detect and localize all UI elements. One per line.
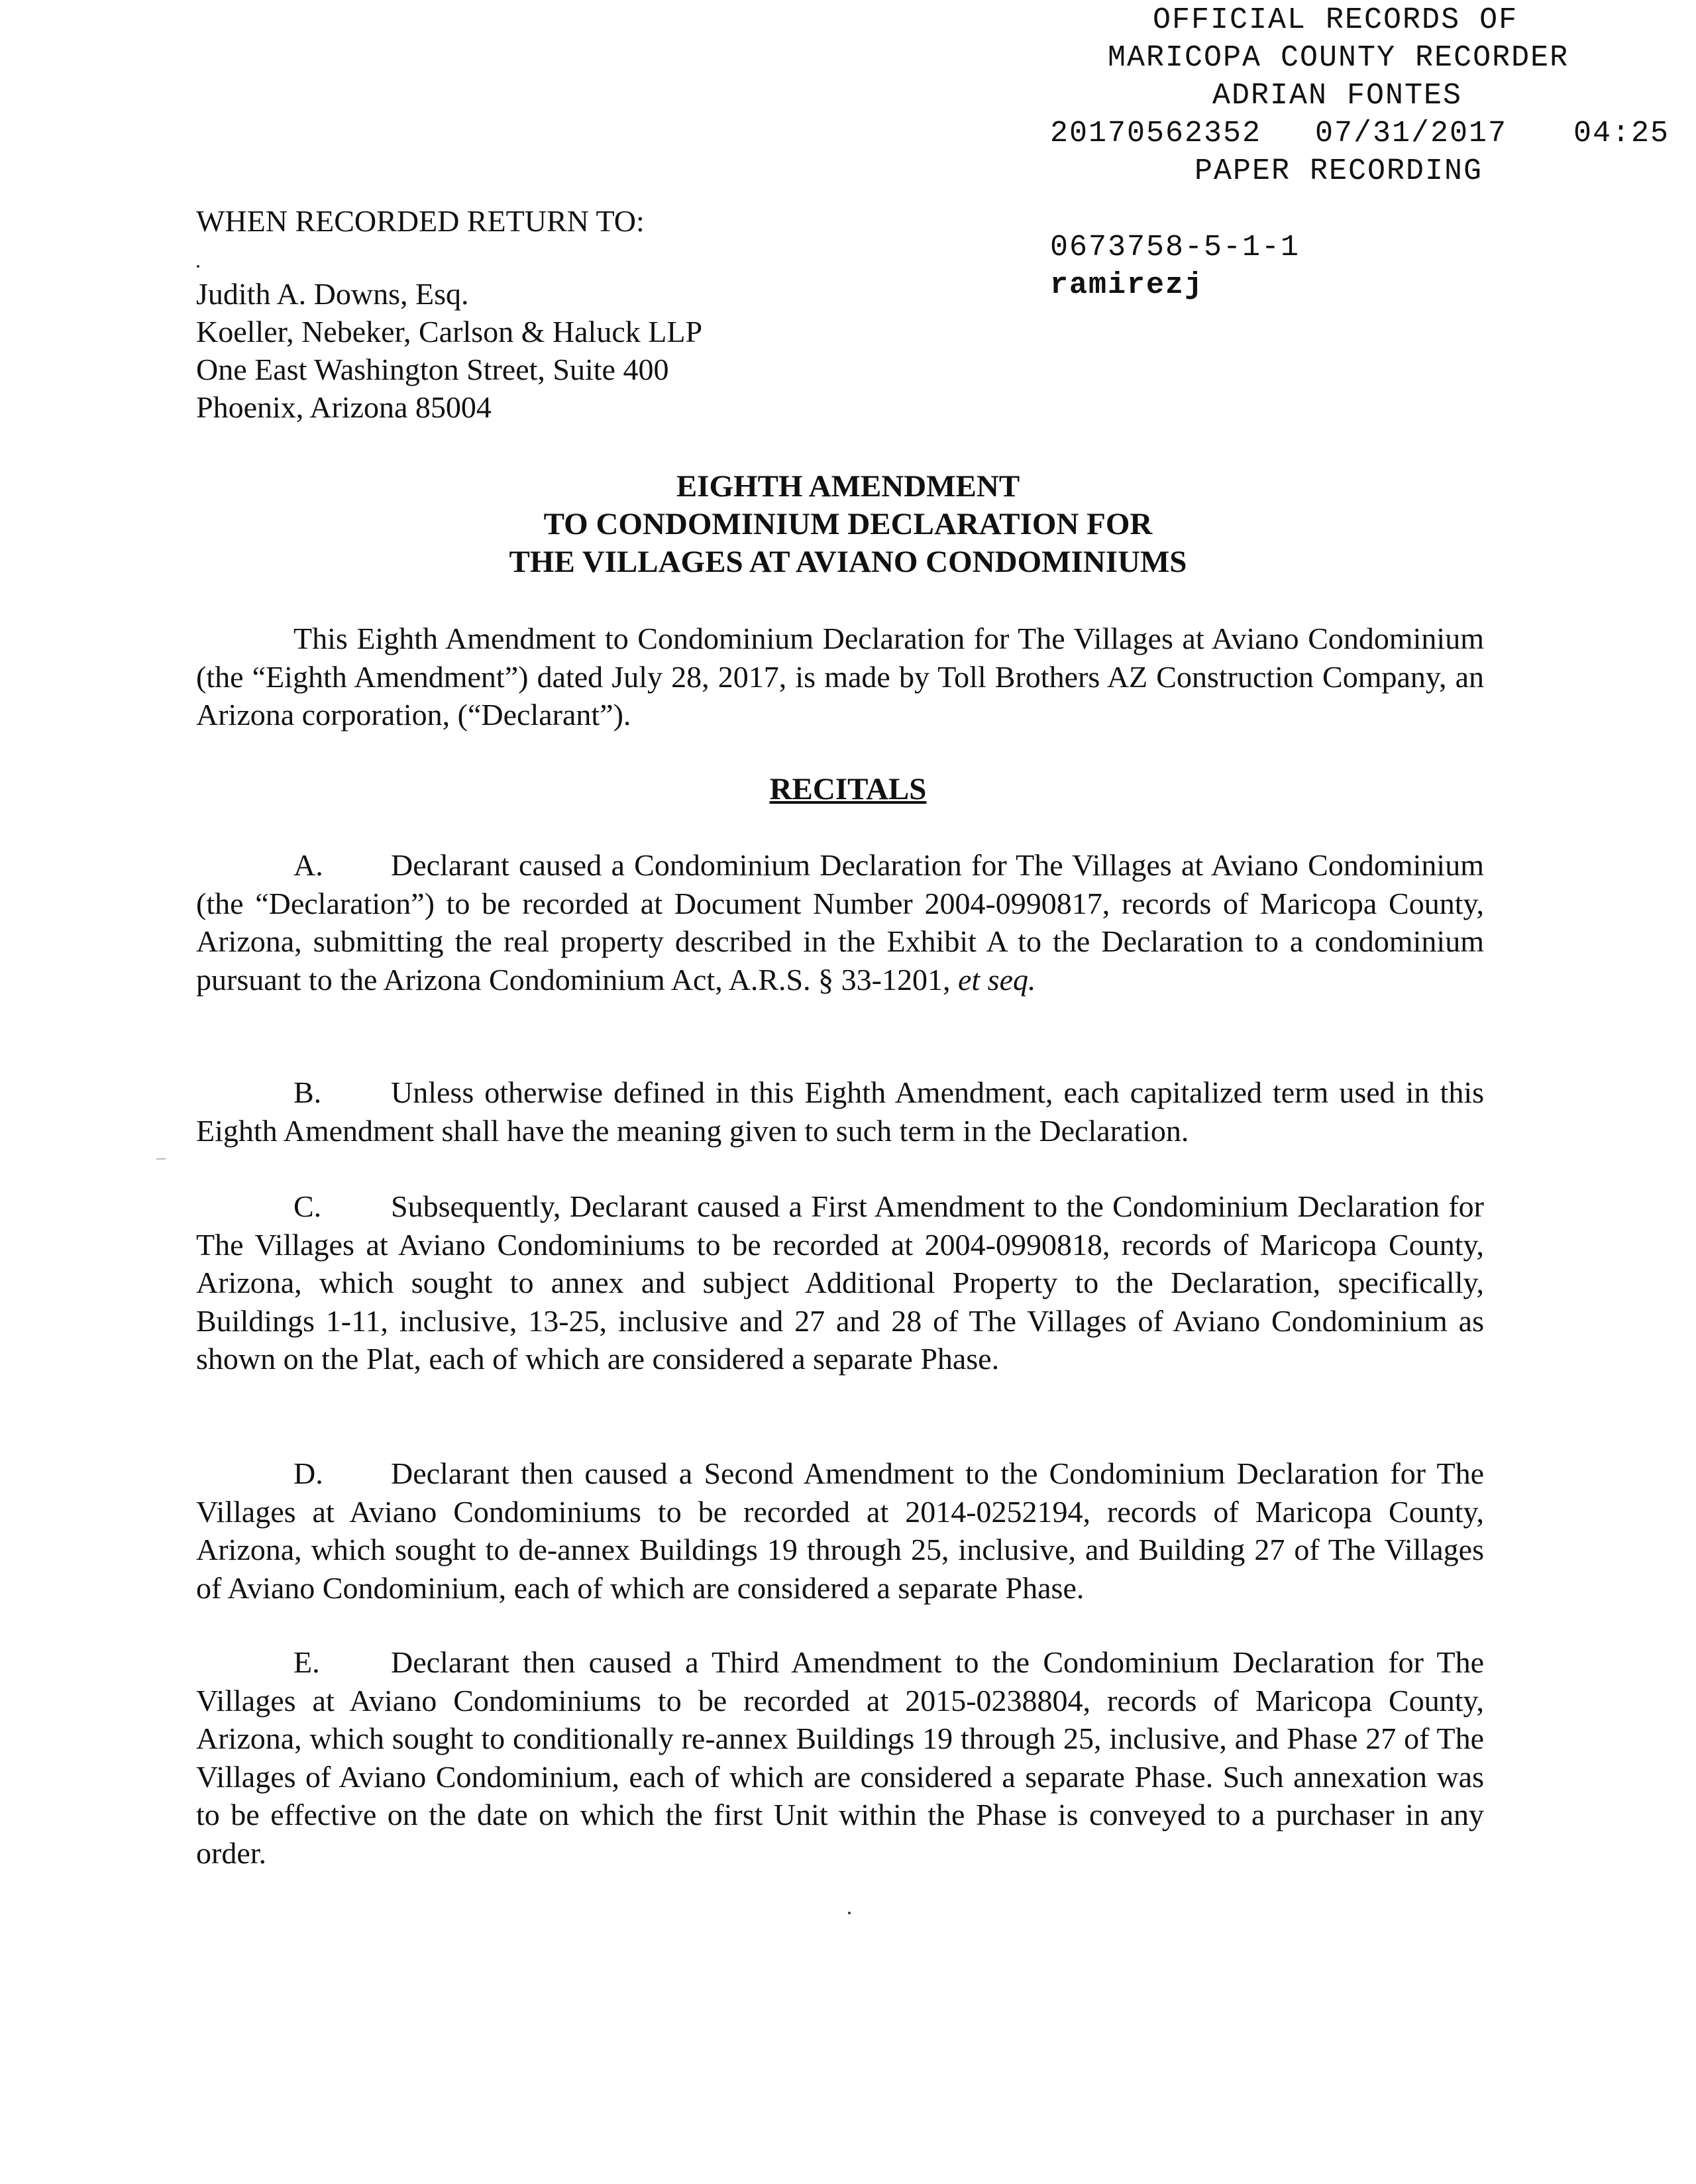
recital-label: A. [293,848,323,882]
stamp-line-county-recorder: MARICOPA COUNTY RECORDER [1108,41,1569,75]
recitals-heading: RECITALS [769,772,927,806]
document-title [0,468,1696,581]
recital-text: Declarant then caused a Second Amendment to the Condominium Declaration for The Villages at Aviano Condominiums to be recorded at 2014-0252194, records of Maricopa County, Arizona, which sought to de-annex Buildings 19 through 25, inclusive, and Building 27 of The Villages of Aviano Condominium, each of which are considered a separate Phase. [196,1456,1484,1605]
recital-text: Unless otherwise defined in this Eighth Amendment, each capitalized term used in this Eighth Amendment shall have the meaning given to such term in the Declaration. [196,1075,1484,1148]
title-line-1: EIGHTH AMENDMENT [676,469,1020,504]
stamp-date: 07/31/2017 [1315,117,1508,150]
addressee-firm: Koeller, Nebeker, Carlson & Haluck LLP [196,315,703,349]
return-to-label: WHEN RECORDED RETURN TO: [196,204,645,238]
stamp-doc-number: 20170562352 [1050,117,1262,150]
recital-label: C. [293,1189,322,1223]
recital-italic-text: et seq. [957,962,1036,997]
recital-label: B. [293,1075,322,1109]
stamp-clerk: ramirezj [1050,268,1204,302]
title-line-3: THE VILLAGES AT AVIANO CONDOMINIUMS [509,545,1187,579]
addressee-street: One East Washington Street, Suite 400 [196,353,669,386]
stamp-file-ref: 0673758-5-1-1 [1050,231,1300,264]
stamp-line-paper-recording: PAPER RECORDING [1194,154,1483,188]
recital-label: E. [293,1645,320,1679]
stamp-line-recorder-name: ADRIAN FONTES [1212,79,1463,113]
recital-text: Subsequently, Declarant caused a First Amendment to the Condominium Declaration for The Villages at Aviano Condominiums to be recorded at 2004-0990818, records of Maricopa County, Arizona, which sought to annex and subject Additional Property to the Declaration, specifically, Buildings 1-11, inclusive, 13-25, inclusive and 27 and 28 of The Villages of Aviano Condominium as shown on the Plat, each of which are considered a separate Phase. [196,1189,1484,1376]
stray-dot [197,265,199,268]
stray-dot [848,1912,851,1914]
recital-text: Declarant caused a Condominium Declaration for The Villages at Aviano Condominium (the “Declaration”) to be recorded at Document Number 2004-0990817, records of Maricopa County, Arizona, submitting the real property described in the Exhibit A to the Declaration to a condominium pursuant to the Arizona Condominium Act, A.R.S. § 33-1201, [196,848,1484,997]
title-line-2: TO CONDOMINIUM DECLARATION FOR [543,507,1153,541]
margin-mark [156,1158,166,1160]
recital-text: Declarant then caused a Third Amendment to the Condominium Declaration for The Villages at Aviano Condominiums to be recorded at 2015-0238804, records of Maricopa County, Arizona, which sought to conditionally re-annex Buildings 19 through 25, inclusive, and Phase 27 of The Villages of Aviano Condominium, each of which are considered a separate Phase. Such annexation was to be effective on the date on which the first Unit within the Phase is conveyed to a purchaser in any order. [196,1645,1484,1870]
recital-b [196,1073,1484,1150]
recital-e [196,1643,1484,1872]
return-to-address [196,275,702,426]
stamp-line-official-records: OFFICIAL RECORDS OF [1153,3,1518,37]
intro-paragraph: This Eighth Amendment to Condominium Declaration for The Villages at Aviano Condominium (the “Eighth Amendment”) dated July 28, 2017, is made by Toll Brothers AZ Construction Company, an Arizona corporation, (“Declarant”). [196,622,1484,732]
stamp-time: 04:25 [1573,117,1670,150]
addressee-city: Phoenix, Arizona 85004 [196,390,492,424]
recital-d [196,1454,1484,1607]
recital-label: D. [293,1456,323,1490]
recital-a [196,846,1484,999]
addressee-name: Judith A. Downs, Esq. [196,277,469,311]
recital-c [196,1187,1484,1378]
